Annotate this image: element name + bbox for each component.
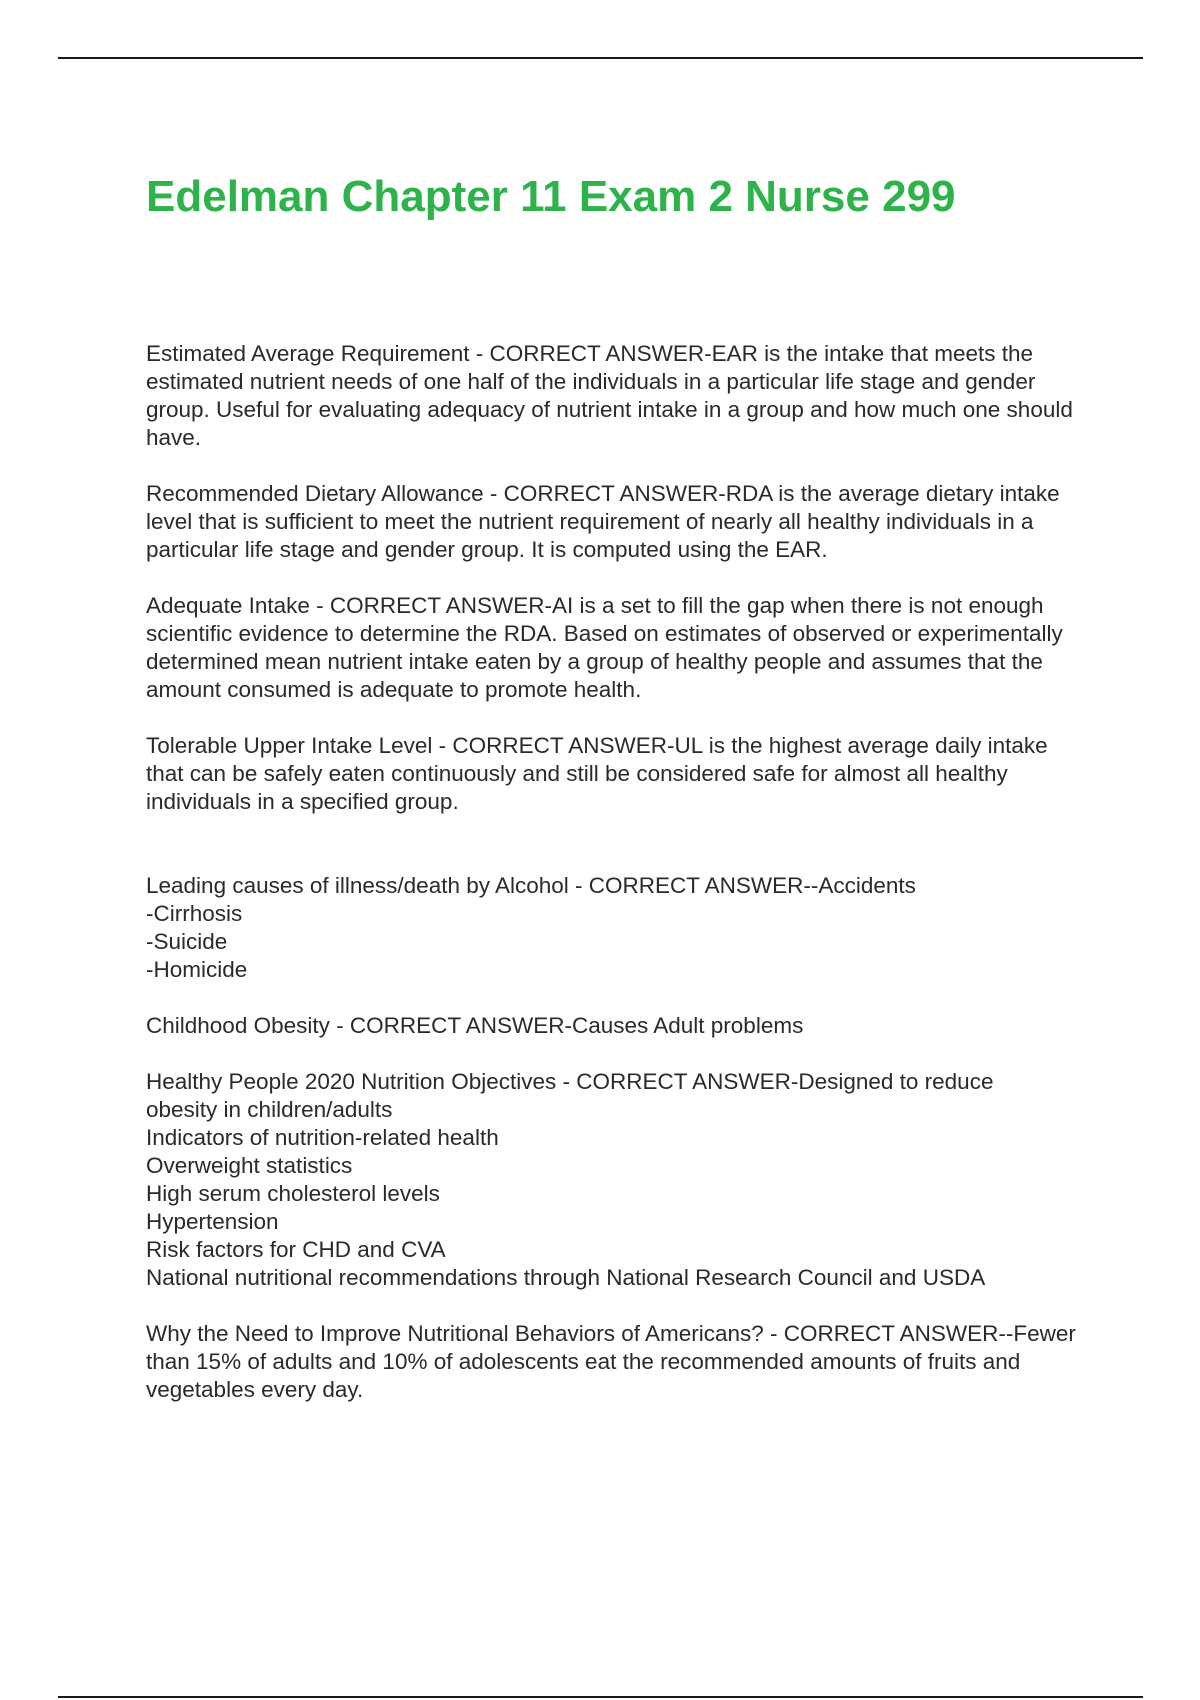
entry-text: Adequate Intake - CORRECT ANSWER-AI is a set to fill the gap when there is not enough scientific evidence to determine the RDA. Based on estimates of observed or experimentally determined mean nutrient intake eaten by a group of healthy people and assumes that the amount consumed is adequate to promote health. [146,593,1063,702]
entry-line: -Cirrhosis [146,901,243,926]
entry-text: Tolerable Upper Intake Level - CORRECT ANSWER-UL is the highest average daily intake that can be safely eaten continuously and still be considered safe for almost all healthy individuals in a specified group. [146,733,1048,814]
entry-text: Childhood Obesity - CORRECT ANSWER-Causes Adult problems [146,1013,804,1038]
entry-line: High serum cholesterol levels [146,1181,440,1206]
entry-rda [146,480,1086,564]
entry-text: Estimated Average Requirement - CORRECT ANSWER-EAR is the intake that meets the estimated nutrient needs of one half of the individuals in a particular life stage and gender group. Useful for evaluating adequacy of nutrient intake in a group and how much one should have. [146,341,1073,450]
bottom-rule [58,1696,1143,1698]
document-body [146,340,1086,1432]
page-title: Edelman Chapter 11 Exam 2 Nurse 299 [146,172,956,221]
entry-line: National nutritional recommendations through National Research Council and USDA [146,1265,986,1290]
entry-line: Healthy People 2020 Nutrition Objectives - CORRECT ANSWER-Designed to reduce [146,1069,994,1094]
entry-line: -Suicide [146,929,228,954]
entry-healthy-people-2020 [146,1068,1086,1292]
entry-line: Hypertension [146,1209,279,1234]
entry-ear [146,340,1086,452]
entry-line: Leading causes of illness/death by Alcohol - CORRECT ANSWER--Accidents [146,873,916,898]
entry-nutritional-behaviors [146,1320,1086,1404]
entry-text: Why the Need to Improve Nutritional Behaviors of Americans? - CORRECT ANSWER--Fewer than 15% of adults and 10% of adolescents eat the recommended amounts of fruits and vegetables every day. [146,1321,1076,1402]
entry-line: Overweight statistics [146,1153,353,1178]
entry-line: -Homicide [146,957,248,982]
entry-line: Risk factors for CHD and CVA [146,1237,446,1262]
entry-ai [146,592,1086,704]
top-rule [58,57,1143,59]
entry-childhood-obesity [146,1012,1086,1040]
entry-alcohol [146,872,1086,984]
entry-line: obesity in children/adults [146,1097,393,1122]
entry-ul [146,732,1086,816]
entry-line: Indicators of nutrition-related health [146,1125,499,1150]
entry-text: Recommended Dietary Allowance - CORRECT ANSWER-RDA is the average dietary intake level that is sufficient to meet the nutrient requirement of nearly all healthy individuals in a particular life stage and gender group. It is computed using the EAR. [146,481,1060,562]
